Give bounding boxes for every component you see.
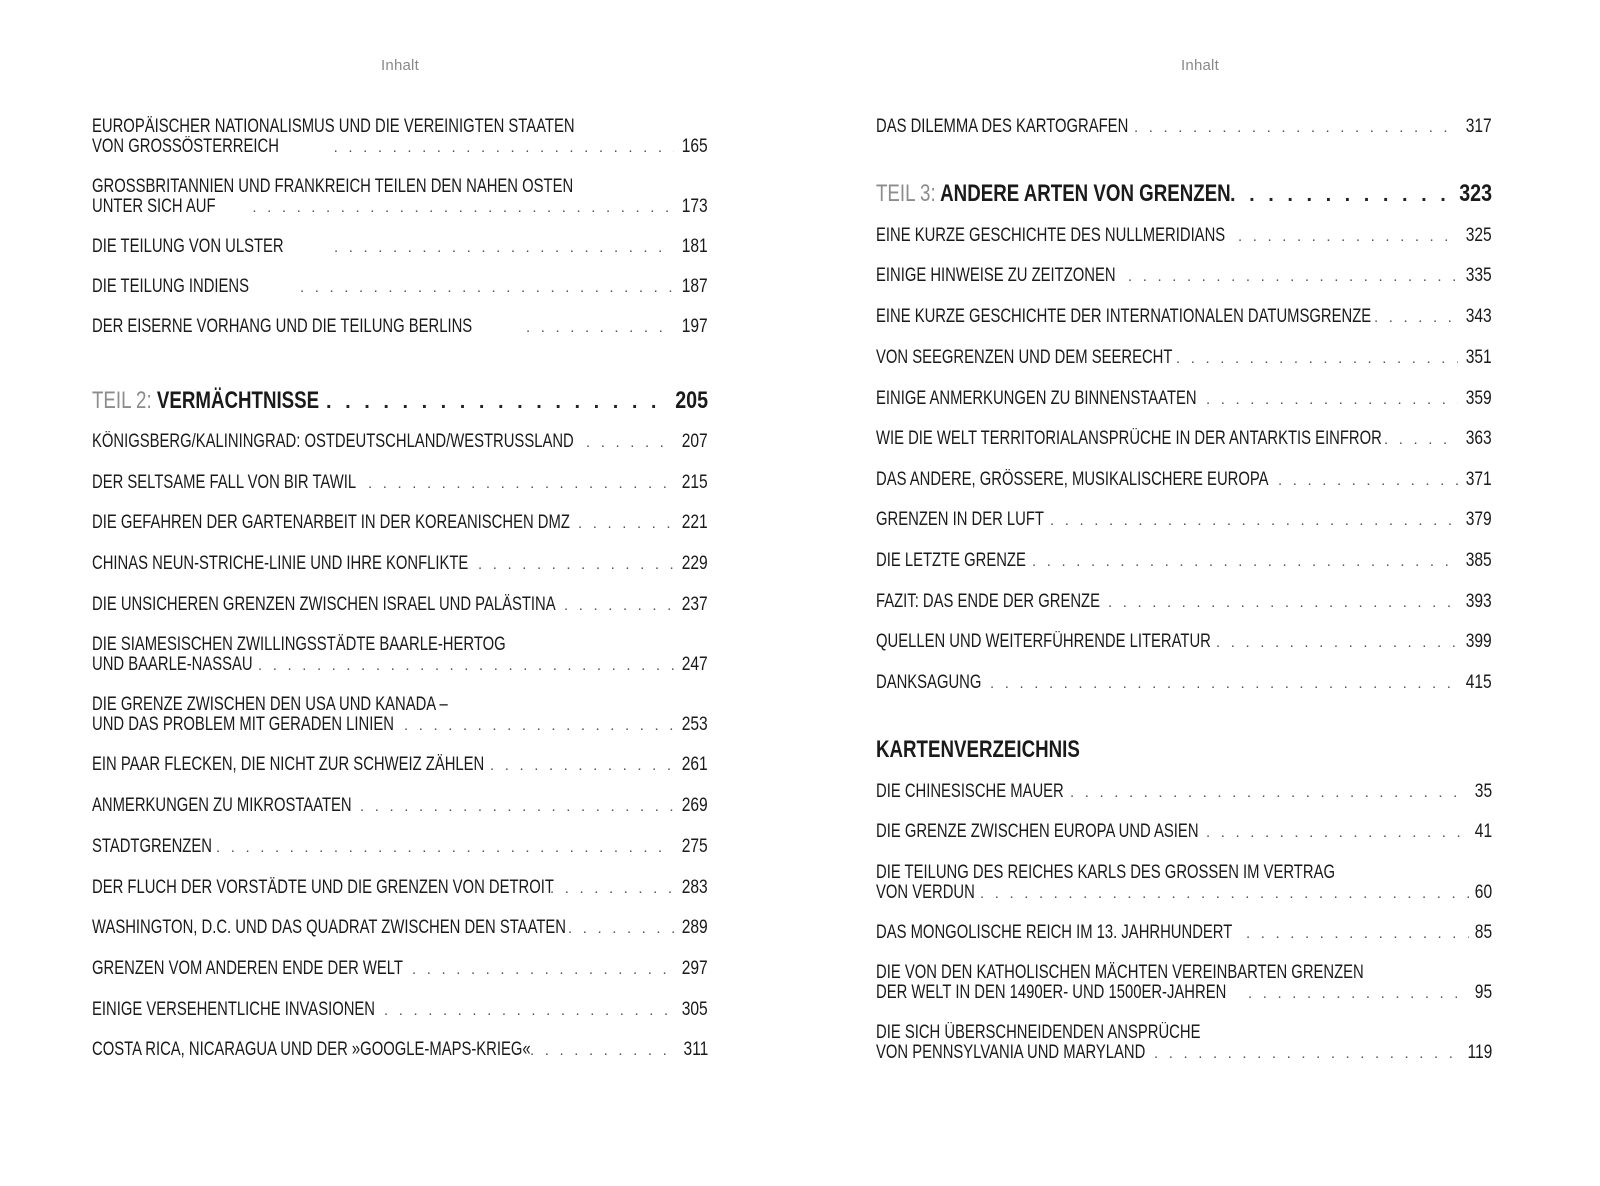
entry-title: DANKSAGUNG <box>876 672 982 693</box>
dot-leader <box>1238 227 1458 247</box>
page-number: 323 <box>1459 180 1492 207</box>
dot-leader <box>1374 308 1458 328</box>
dot-leader <box>216 838 674 858</box>
toc-entry[interactable] <box>92 473 708 494</box>
page-number: 165 <box>682 136 708 157</box>
toc-entry[interactable] <box>876 510 1492 531</box>
dot-leader <box>1108 593 1458 613</box>
toc-entry[interactable] <box>92 755 708 776</box>
entry-title: EINIGE ANMERKUNGEN ZU BINNENSTAATEN <box>876 388 1197 409</box>
dot-leader <box>578 514 674 534</box>
toc-entry[interactable] <box>92 959 708 980</box>
page-number: 335 <box>1466 265 1492 286</box>
toc-entry[interactable] <box>92 595 708 616</box>
entry-title: DIE CHINESISCHE MAUER <box>876 781 1064 802</box>
toc-entry[interactable] <box>876 632 1492 653</box>
entry-title-line1: DIE SIAMESISCHEN ZWILLINGSSTÄDTE BAARLE-HERTOG <box>92 634 506 655</box>
dot-leader <box>1134 118 1458 138</box>
toc-entry[interactable] <box>92 918 708 939</box>
page-number: 85 <box>1474 922 1492 943</box>
page-number: 95 <box>1474 982 1492 1003</box>
dot-leader <box>1230 182 1450 208</box>
entry-title: VON PENNSYLVANIA UND MARYLAND <box>876 1042 1146 1063</box>
entry-title: DER FLUCH DER VORSTÄDTE UND DIE GRENZEN VON DETROIT <box>92 877 554 898</box>
dot-leader <box>1216 633 1458 653</box>
entry-title: DER SELTSAME FALL VON BIR TAWIL <box>92 472 357 493</box>
dot-leader <box>1032 552 1458 572</box>
entry-title: UND BAARLE-NASSAU <box>92 654 253 675</box>
entry-title: UNTER SICH AUF <box>92 196 216 217</box>
page-number: 207 <box>682 431 708 452</box>
entry-title: DIE GEFAHREN DER GARTENARBEIT IN DER KOREANISCHEN DMZ <box>92 512 570 533</box>
running-head: Inhalt <box>1181 57 1219 74</box>
entry-title: DER WELT IN DEN 1490ER- UND 1500ER-JAHREN <box>876 982 1227 1003</box>
dot-leader <box>1176 349 1458 369</box>
dot-leader <box>360 797 674 817</box>
dot-leader <box>564 596 674 616</box>
toc-entry[interactable] <box>92 837 708 858</box>
page-number: 237 <box>682 594 708 615</box>
map-entry[interactable] <box>876 1023 1492 1064</box>
page-number: 119 <box>1467 1042 1492 1063</box>
dot-leader <box>550 879 674 899</box>
part-number: TEIL 2: <box>92 387 152 414</box>
dot-leader <box>1128 267 1458 287</box>
toc-entry[interactable] <box>92 432 708 453</box>
entry-title: COSTA RICA, NICARAGUA UND DER »GOOGLE-MAPS-KRIEG« <box>92 1039 531 1060</box>
dot-leader <box>586 433 674 453</box>
maps-heading-text: KARTENVERZEICHNIS <box>876 736 1080 763</box>
page-number: 261 <box>682 754 708 775</box>
entry-title: FAZIT: DAS ENDE DER GRENZE <box>876 591 1100 612</box>
dot-leader <box>478 555 674 575</box>
entry-title: EINE KURZE GESCHICHTE DES NULLMERIDIANS <box>876 225 1226 246</box>
dot-leader <box>1154 1044 1460 1064</box>
toc-entry[interactable] <box>92 1040 708 1061</box>
toc-entry[interactable] <box>92 277 708 298</box>
page-number: 181 <box>682 236 708 257</box>
maps-heading <box>876 737 1137 763</box>
entry-title: EIN PAAR FLECKEN, DIE NICHT ZUR SCHWEIZ ZÄHLEN <box>92 754 485 775</box>
page-number: 173 <box>682 196 708 217</box>
page-number: 253 <box>682 714 708 735</box>
page-number: 385 <box>1466 550 1492 571</box>
entry-title-line1: DIE TEILUNG DES REICHES KARLS DES GROSSEN IM VERTRAG <box>876 862 1335 883</box>
page-number: 379 <box>1466 509 1492 530</box>
page-number: 221 <box>682 512 708 533</box>
page-number: 60 <box>1474 882 1492 903</box>
entry-title: DIE GRENZE ZWISCHEN EUROPA UND ASIEN <box>876 821 1199 842</box>
page-number: 35 <box>1474 781 1492 802</box>
dot-leader <box>990 674 1458 694</box>
part-title: VERMÄCHTNISSE <box>156 387 320 414</box>
entry-title: QUELLEN UND WEITERFÜHRENDE LITERATUR <box>876 631 1211 652</box>
entry-title-line1: DIE GRENZE ZWISCHEN DEN USA UND KANADA – <box>92 694 448 715</box>
toc-entry[interactable] <box>876 673 1492 694</box>
toc-entry[interactable] <box>92 878 708 899</box>
toc-entry[interactable] <box>92 554 708 575</box>
entry-title: DIE UNSICHEREN GRENZEN ZWISCHEN ISRAEL UND PALÄSTINA <box>92 594 556 615</box>
dot-leader <box>258 656 674 676</box>
right-page <box>800 0 1600 1186</box>
entry-title: GRENZEN IN DER LUFT <box>876 509 1044 530</box>
toc-entry[interactable] <box>876 226 1492 247</box>
entry-title-line1: GROSSBRITANNIEN UND FRANKREICH TEILEN DEN NAHEN OSTEN <box>92 176 574 197</box>
page-number: 325 <box>1466 225 1492 246</box>
entry-title: UND DAS PROBLEM MIT GERADEN LINIEN <box>92 714 394 735</box>
page-number: 359 <box>1466 388 1492 409</box>
entry-title: VON VERDUN <box>876 882 975 903</box>
page-number: 229 <box>682 553 708 574</box>
page-number: 275 <box>682 836 708 857</box>
dot-leader <box>568 919 674 939</box>
dot-leader <box>384 1001 674 1021</box>
toc-entry[interactable] <box>92 695 708 736</box>
toc-entry[interactable] <box>876 429 1492 450</box>
entry-title: VON SEEGRENZEN UND DEM SEERECHT <box>876 347 1173 368</box>
toc-entry[interactable] <box>876 348 1492 369</box>
page-number: 205 <box>675 387 708 414</box>
entry-title: KÖNIGSBERG/KALININGRAD: OSTDEUTSCHLAND/WESTRUSSLAND <box>92 431 574 452</box>
page-number: 311 <box>683 1039 708 1060</box>
page-number: 351 <box>1466 347 1492 368</box>
dot-leader <box>490 756 674 776</box>
dot-leader <box>530 1041 676 1061</box>
entry-title: DIE LETZTE GRENZE <box>876 550 1026 571</box>
page-number: 343 <box>1466 306 1492 327</box>
toc-entry[interactable] <box>92 317 708 338</box>
map-entry[interactable] <box>876 822 1492 843</box>
entry-title: DER EISERNE VORHANG UND DIE TEILUNG BERLINS <box>92 316 473 337</box>
dot-leader <box>1206 823 1469 843</box>
toc-entry[interactable] <box>876 389 1492 410</box>
page-number: 317 <box>1466 116 1492 137</box>
dot-leader <box>334 138 675 158</box>
entry-title-line1: EUROPÄISCHER NATIONALISMUS UND DIE VEREINIGTEN STAATEN <box>92 116 575 137</box>
page-number: 187 <box>682 276 708 297</box>
toc-entry[interactable] <box>876 592 1492 613</box>
page-number: 305 <box>682 999 708 1020</box>
page-number: 247 <box>682 654 708 675</box>
dot-leader <box>1278 471 1458 491</box>
page-number: 371 <box>1466 469 1492 490</box>
toc-entry[interactable] <box>92 513 708 534</box>
dot-leader <box>300 278 674 298</box>
page-number: 363 <box>1466 428 1492 449</box>
page-number: 393 <box>1466 591 1492 612</box>
dot-leader <box>404 716 674 736</box>
running-head: Inhalt <box>381 57 419 74</box>
entry-title: EINIGE HINWEISE ZU ZEITZONEN <box>876 265 1116 286</box>
dot-leader <box>980 884 1469 904</box>
dot-leader <box>1384 430 1458 450</box>
page-number: 297 <box>682 958 708 979</box>
dot-leader <box>1246 924 1469 944</box>
toc-entry[interactable] <box>876 117 1492 138</box>
dot-leader <box>1070 783 1469 803</box>
page-number: 399 <box>1466 631 1492 652</box>
entry-title: EINE KURZE GESCHICHTE DER INTERNATIONALEN DATUMSGRENZE <box>876 306 1372 327</box>
toc-entry[interactable] <box>92 635 708 676</box>
entry-title: DIE TEILUNG VON ULSTER <box>92 236 284 257</box>
toc-entry[interactable] <box>876 266 1492 287</box>
page-number: 197 <box>682 316 708 337</box>
entry-title-line1: DIE VON DEN KATHOLISCHEN MÄCHTEN VEREINBARTEN GRENZEN <box>876 962 1364 983</box>
toc-entry[interactable] <box>876 470 1492 491</box>
entry-title: STADTGRENZEN <box>92 836 212 857</box>
entry-title-line1: DIE SICH ÜBERSCHNEIDENDEN ANSPRÜCHE <box>876 1022 1201 1043</box>
page-number: 283 <box>682 877 708 898</box>
dot-leader <box>326 389 666 415</box>
part-heading[interactable] <box>92 388 708 415</box>
entry-title: VON GROSSÖSTERREICH <box>92 136 279 157</box>
page-number: 415 <box>1466 672 1492 693</box>
dot-leader <box>1248 984 1469 1004</box>
dot-leader <box>368 474 674 494</box>
part-title: ANDERE ARTEN VON GRENZEN <box>940 180 1231 207</box>
part-number: TEIL 3: <box>876 180 936 207</box>
dot-leader <box>1206 390 1458 410</box>
entry-title: CHINAS NEUN-STRICHE-LINIE UND IHRE KONFLIKTE <box>92 553 469 574</box>
map-entry[interactable] <box>876 863 1492 904</box>
entry-title: DIE TEILUNG INDIENS <box>92 276 250 297</box>
part-heading[interactable] <box>876 181 1492 208</box>
page-number: 289 <box>682 917 708 938</box>
toc-entry[interactable] <box>876 551 1492 572</box>
toc-entry[interactable] <box>92 796 708 817</box>
toc-entry[interactable] <box>92 117 708 158</box>
toc-entry[interactable] <box>92 1000 708 1021</box>
entry-title: GRENZEN VOM ANDEREN ENDE DER WELT <box>92 958 403 979</box>
entry-title: ANMERKUNGEN ZU MIKROSTAATEN <box>92 795 352 816</box>
map-entry[interactable] <box>876 782 1492 803</box>
entry-title: DAS ANDERE, GRÖSSERE, MUSIKALISCHERE EUROPA <box>876 469 1269 490</box>
entry-title: WASHINGTON, D.C. UND DAS QUADRAT ZWISCHEN DEN STAATEN <box>92 917 566 938</box>
entry-title: EINIGE VERSEHENTLICHE INVASIONEN <box>92 999 376 1020</box>
dot-leader <box>1050 511 1458 531</box>
map-entry[interactable] <box>876 923 1492 944</box>
dot-leader <box>526 318 674 338</box>
page-number: 215 <box>682 472 708 493</box>
dot-leader <box>334 238 674 258</box>
toc-entry[interactable] <box>92 177 708 218</box>
entry-title: DAS MONGOLISCHE REICH IM 13. JAHRHUNDERT <box>876 922 1233 943</box>
page-number: 41 <box>1474 821 1492 842</box>
entry-title: WIE DIE WELT TERRITORIALANSPRÜCHE IN DER ANTARKTIS EINFROR <box>876 428 1382 449</box>
dot-leader <box>412 960 674 980</box>
toc-entry[interactable] <box>876 307 1492 328</box>
page-number: 269 <box>682 795 708 816</box>
entry-title: DAS DILEMMA DES KARTOGRAFEN <box>876 116 1129 137</box>
toc-entry[interactable] <box>92 237 708 258</box>
dot-leader <box>252 198 674 218</box>
map-entry[interactable] <box>876 963 1492 1004</box>
